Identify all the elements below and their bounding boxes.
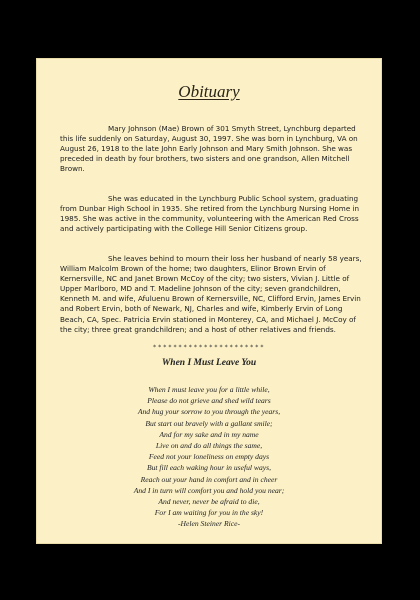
- paragraph-survivors: She leaves behind to mourn their loss her husband of nearly 58 years, William Malcolm Brown of the home; two daughters, Elinor Brown Ervin of Kernersville, NC and Janet Brown McCoy of the city; two sisters, Vivian J. Little of Upper Marlboro, MD and T. Madeline Johnson of the city; seven grandchildren, Kenneth M. and wife, Afuluenu Brown of Kernersville, NC, Clifford Ervin, James Ervin and Robert Ervin, both of Newark, NJ, Charles and wife, Kimberly Ervin of Long Beach, CA, Spec. Patricia Ervin stationed in Monterey, CA, and Michael J. McCoy of the city; three great grandchildren; and a host of other relatives and friends.: [60, 254, 362, 334]
- poem-body: [36, 384, 382, 530]
- document-title: Obituary: [178, 82, 240, 101]
- poem-line: And never, never be afraid to die,: [158, 497, 260, 507]
- poem-line: But fill each waking hour in useful ways,: [146, 463, 272, 473]
- poem-line: And for my sake and in my name: [159, 429, 259, 439]
- poem-line: For I am waiting for you in the sky!: [154, 508, 264, 518]
- paragraph-birth: Mary Johnson (Mae) Brown of 301 Smyth Street, Lynchburg departed this life suddenly on Saturday, August 30, 1997. She was born in Lynchburg, VA on August 26, 1918 to the late John Early Johnson and Mary Smith Johnson. She was preceded in death by four brothers, two sisters and one grandson, Allen Mitchell Brown.: [60, 124, 358, 174]
- poem-line: Please do not grieve and shed wild tears: [147, 396, 271, 406]
- poem-line: When I must leave you for a little while,: [148, 385, 270, 394]
- obituary-page: [36, 58, 382, 544]
- poem-line: And hug your sorrow to you through the years,: [137, 407, 281, 417]
- poem-line: Live on and do all things the same,: [155, 441, 263, 451]
- paragraph-education: She was educated in the Lynchburg Public School system, graduating from Dunbar High School in 1935. She retired from the Lynchburg Nursing Home in 1985. She was active in the community, volunteering with the American Red Cross and actively participating with the College Hill Senior Citizens group.: [60, 194, 360, 234]
- poem-line: And I in turn will comfort you and hold you near;: [133, 485, 285, 495]
- poem-line: Reach out your hand in comfort and in cheer: [140, 474, 278, 484]
- poem-line: But start out bravely with a gallant smile;: [145, 418, 273, 428]
- poem-line: Feed not your loneliness on empty days: [148, 452, 270, 462]
- poem-title: When I Must Leave You: [161, 358, 257, 368]
- star-separator: **********************: [152, 344, 266, 351]
- poem-author: -Helen Steiner Rice-: [178, 519, 240, 529]
